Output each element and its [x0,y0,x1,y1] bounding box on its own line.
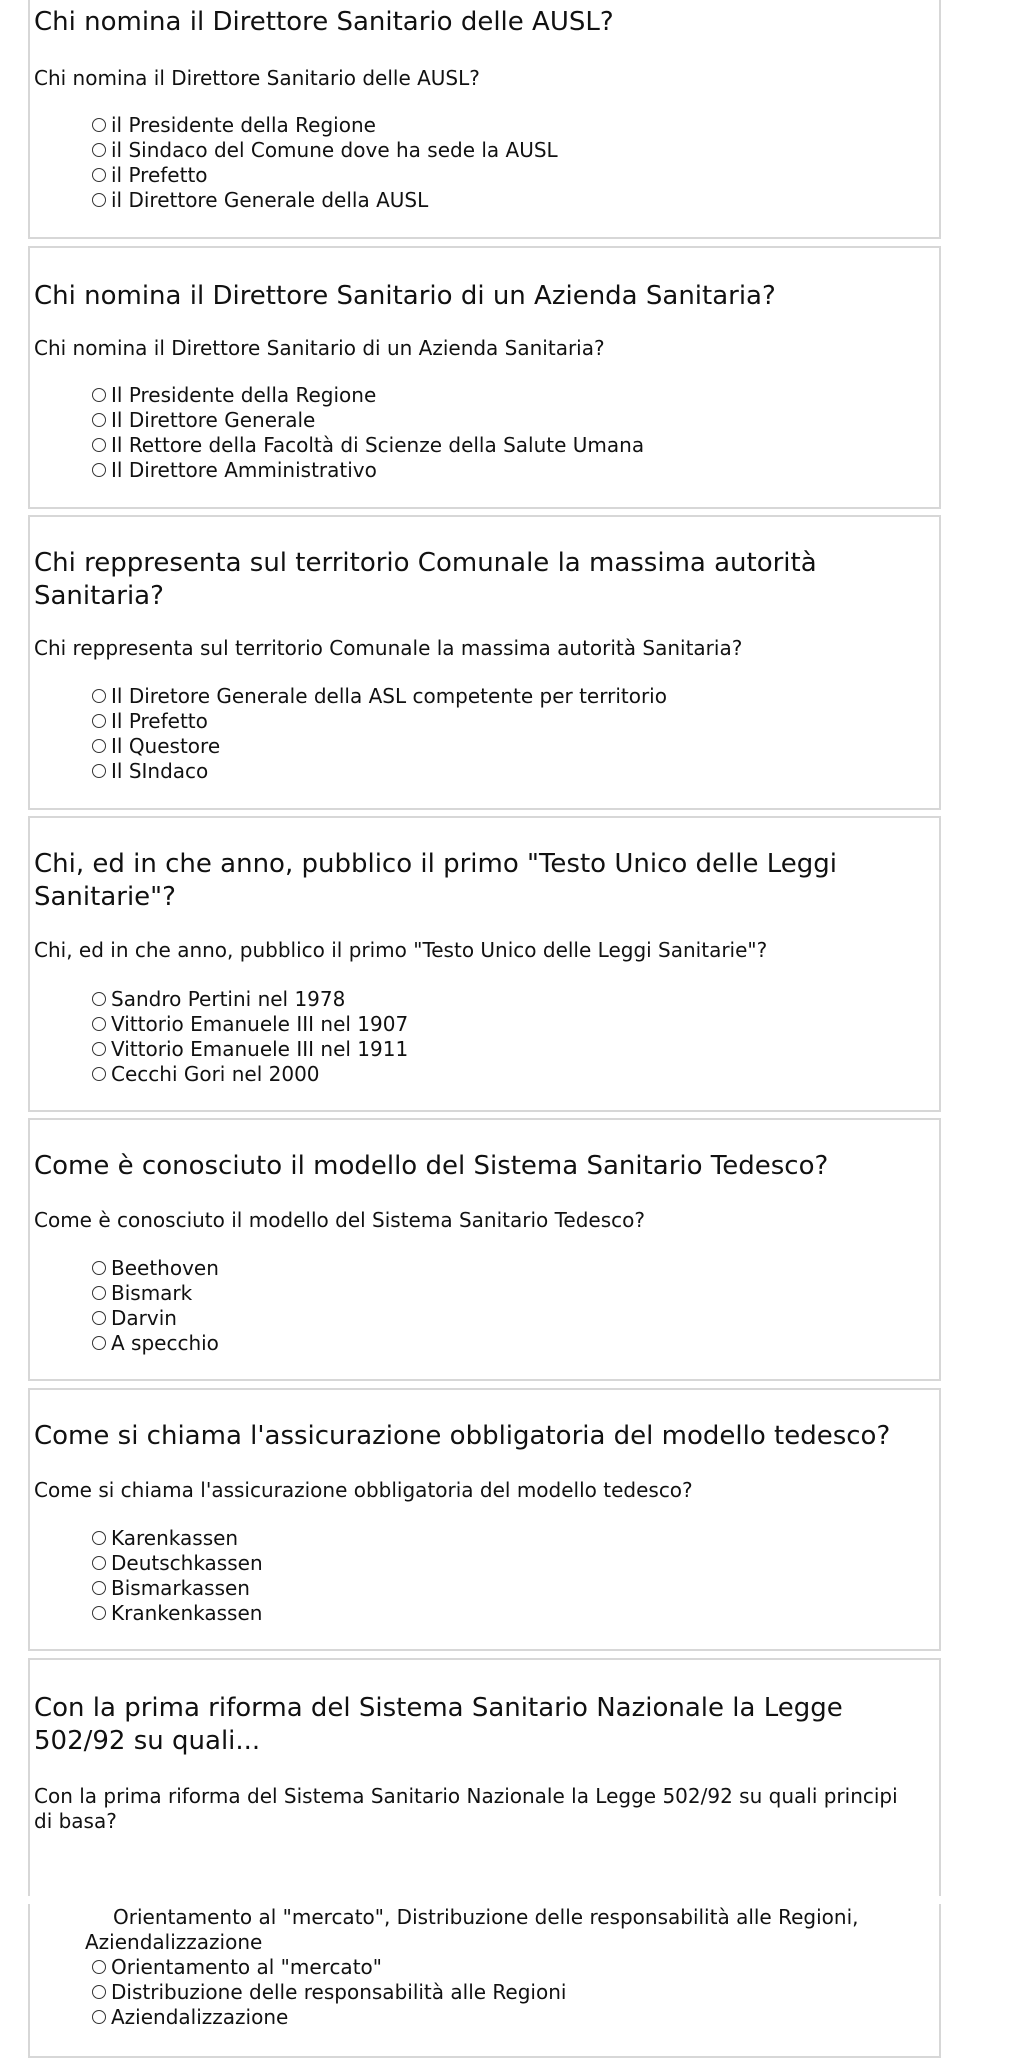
option-label: Distribuzione delle responsabilità alle Regioni [111,1979,567,2004]
radio-icon[interactable] [92,118,106,132]
option-label: Beethoven [111,1255,219,1280]
radio-icon[interactable] [92,1261,106,1275]
option-radio[interactable] [92,1550,929,1575]
radio-icon[interactable] [92,1531,106,1545]
radio-icon[interactable] [92,992,106,1006]
radio-icon[interactable] [92,463,106,477]
option-label: Karenkassen [111,1525,239,1550]
question-card-4 [28,816,941,1112]
option-radio[interactable] [92,1011,929,1036]
option-radio[interactable] [92,382,929,407]
question-card-2 [28,246,941,509]
option-radio[interactable] [92,2004,566,2029]
radio-icon[interactable] [92,1286,106,1300]
option-radio[interactable] [92,1575,929,1600]
option-label: Il Diretore Generale della ASL competente per territorio [111,683,667,708]
option-label: Sandro Pertini nel 1978 [111,986,346,1011]
question-text: Chi nomina il Direttore Sanitario delle AUSL? [34,66,480,90]
option-label: Il Direttore Amministrativo [111,457,377,482]
radio-icon[interactable] [92,1606,106,1620]
radio-icon[interactable] [92,143,106,157]
radio-icon[interactable] [92,1581,106,1595]
option-label: Bismarkassen [111,1575,250,1600]
radio-icon[interactable] [92,714,106,728]
option-radio[interactable] [92,1036,929,1061]
radio-icon[interactable] [92,1336,106,1350]
question-text: Chi, ed in che anno, pubblico il primo "Testo Unico delle Leggi Sanitarie"? [34,938,768,962]
question-card-1 [28,0,941,239]
option-radio[interactable] [92,162,929,187]
question-text: Chi nomina il Direttore Sanitario di un Azienda Sanitaria? [34,336,605,360]
options-list [92,1954,566,2029]
question-text: Come è conosciuto il modello del Sistema Sanitario Tedesco? [34,1208,646,1232]
question-title: Come si chiama l'assicurazione obbligatoria del modello tedesco? [34,1421,891,1451]
question-card-5 [28,1118,941,1381]
option-label: il Presidente della Regione [111,112,376,137]
question-title: Chi nomina il Direttore Sanitario delle AUSL? [34,7,614,37]
option-radio[interactable] [92,457,929,482]
option-radio[interactable] [92,187,929,212]
option-radio[interactable] [92,708,929,733]
option-radio[interactable] [92,407,929,432]
option-label: Il SIndaco [111,758,209,783]
option-label: Il Direttore Generale [111,407,316,432]
option-radio[interactable] [92,1525,929,1550]
radio-icon[interactable] [92,1960,106,1974]
option-radio[interactable] [92,432,929,457]
options-list [92,112,929,212]
option-label: Il Presidente della Regione [111,382,377,407]
question-title: Con la prima riforma del Sistema Sanitario Nazionale la Legge 502/92 su quali... [34,1693,843,1756]
option-label: Il Prefetto [111,708,208,733]
option-label: Krankenkassen [111,1600,263,1625]
option-label: Deutschkassen [111,1550,263,1575]
option-label: A specchio [111,1330,219,1355]
option-radio[interactable] [92,1600,929,1625]
question-text: Chi reppresenta sul territorio Comunale la massima autorità Sanitaria? [34,636,743,660]
radio-icon[interactable] [92,764,106,778]
option-radio[interactable] [92,986,929,1011]
question-card-3 [28,515,941,810]
radio-icon[interactable] [92,168,106,182]
question-title: Come è conosciuto il modello del Sistema Sanitario Tedesco? [34,1151,829,1181]
radio-icon[interactable] [92,739,106,753]
question-title: Chi nomina il Direttore Sanitario di un Azienda Sanitaria? [34,281,776,311]
radio-icon[interactable] [92,2010,106,2024]
question-title: Chi reppresenta sul territorio Comunale la massima autorità Sanitaria? [34,548,817,611]
radio-icon[interactable] [92,193,106,207]
option-radio[interactable] [92,1280,929,1305]
answer-summary: Orientamento al "mercato", Distribuzione delle responsabilità alle Regioni, Aziendalizzazione [85,1905,859,1954]
option-radio[interactable] [92,112,929,137]
option-radio[interactable] [92,137,929,162]
radio-icon[interactable] [92,388,106,402]
option-radio[interactable] [92,683,929,708]
radio-icon[interactable] [92,1311,106,1325]
option-label: il Prefetto [111,162,208,187]
option-label: Darvin [111,1305,177,1330]
option-label: Il Questore [111,733,221,758]
radio-icon[interactable] [92,438,106,452]
option-radio[interactable] [92,1305,929,1330]
option-label: il Direttore Generale della AUSL [111,187,429,212]
options-list [92,1255,929,1355]
option-label: Il Rettore della Facoltà di Scienze della Salute Umana [111,432,645,457]
options-list [92,986,929,1086]
option-label: Aziendalizzazione [111,2004,289,2029]
option-label: Orientamento al "mercato" [111,1954,382,1979]
radio-icon[interactable] [92,1017,106,1031]
question-title: Chi, ed in che anno, pubblico il primo "Testo Unico delle Leggi Sanitarie"? [34,849,838,912]
section-gap [0,1896,1027,1904]
option-radio[interactable] [92,1330,929,1355]
options-list [92,683,929,783]
option-radio[interactable] [92,1255,929,1280]
option-label: Vittorio Emanuele III nel 1907 [111,1011,409,1036]
radio-icon[interactable] [92,1556,106,1570]
option-radio[interactable] [92,758,929,783]
question-card-6 [28,1388,941,1651]
option-label: Bismark [111,1280,193,1305]
radio-icon[interactable] [92,413,106,427]
option-label: Cecchi Gori nel 2000 [111,1061,320,1086]
question-text: Come si chiama l'assicurazione obbligatoria del modello tedesco? [34,1478,693,1502]
option-label: il Sindaco del Comune dove ha sede la AUSL [111,137,558,162]
option-radio[interactable] [92,733,929,758]
radio-icon[interactable] [92,689,106,703]
option-radio[interactable] [92,1061,929,1086]
question-text: Con la prima riforma del Sistema Sanitario Nazionale la Legge 502/92 su quali principi di basa? [34,1784,898,1833]
radio-icon[interactable] [92,1985,106,1999]
options-list [92,1525,929,1625]
option-radio[interactable] [92,1954,566,1979]
radio-icon[interactable] [92,1067,106,1081]
options-list [92,382,929,482]
option-radio[interactable] [92,1979,566,2004]
radio-icon[interactable] [92,1042,106,1056]
option-label: Vittorio Emanuele III nel 1911 [111,1036,409,1061]
